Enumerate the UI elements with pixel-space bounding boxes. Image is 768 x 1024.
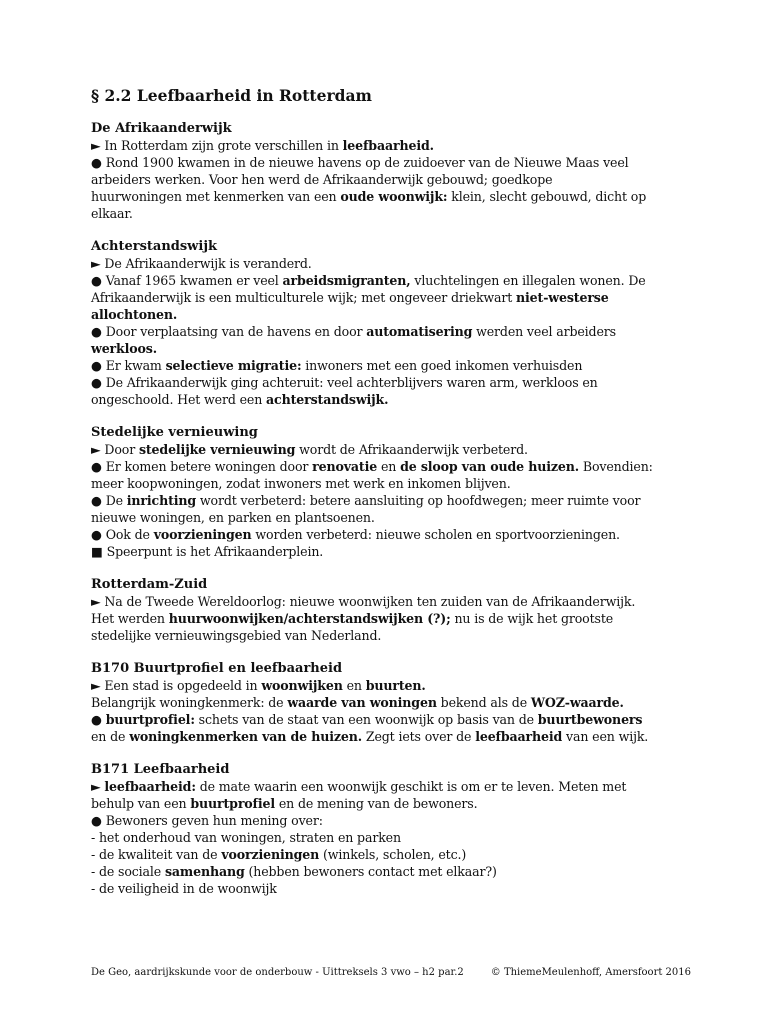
bold-term: niet-westerse [516,290,609,305]
text-segment: Zegt iets over de [362,729,476,744]
bold-term: voorzieningen [153,527,252,542]
text-segment: en de [91,729,130,744]
text-segment: meer koopwoningen, zodat inwoners met werk en inkomen blijven. [91,476,511,491]
document-page [91,86,691,913]
text-line [91,323,691,340]
section-heading: Stedelijke vernieuwing [91,425,258,440]
text-segment: arbeiders werken. Voor hen werd de Afrikaanderwijk gebouwd; goedkope [91,172,553,187]
text-segment: behulp van een [91,796,191,811]
text-line [91,289,691,306]
text-segment: inwoners met een goed inkomen verhuisden [301,358,583,373]
text-line [91,137,691,154]
bold-term: leefbaarheid: [104,779,196,794]
bold-term: renovatie [312,459,378,474]
text-line [91,543,691,560]
bold-term: de sloop van oude huizen. [400,459,579,474]
text-line [91,475,691,492]
page-title: § 2.2 Leefbaarheid in Rotterdam [91,86,372,105]
text-segment: ● De Afrikaanderwijk ging achteruit: veel achterblijvers waren arm, werkloos en [91,375,598,390]
text-segment: vluchtelingen en illegalen wonen. De [410,273,646,288]
text-line [91,812,691,829]
text-segment: Belangrijk woningkenmerk: de [91,695,288,710]
bold-term: leefbaarheid [475,729,563,744]
text-segment: nu is de wijk het grootste [450,611,614,626]
section-heading: Achterstandswijk [91,239,218,254]
footer-source: De Geo, aardrijkskunde voor de onderbouw - Uittreksels 3 vwo – h2 par.2 [91,967,464,978]
bold-term: samenhang [164,864,245,879]
text-segment: ● Ook de [91,527,154,542]
bold-term: selectieve migratie: [165,358,302,373]
bold-term: woningkenmerken van de huizen. [129,729,363,744]
text-line [91,357,691,374]
text-segment: werden veel arbeiders [472,324,616,339]
text-line [91,795,691,812]
text-segment: ongeschoold. Het werd een [91,392,267,407]
text-segment: wordt verbeterd: betere aansluiting op hoofdwegen; meer ruimte voor [196,493,641,508]
text-segment: en de mening van de bewoners. [274,796,478,811]
text-line [91,205,691,222]
text-segment: Het werden [91,611,169,626]
text-line [91,255,691,272]
text-segment: (winkels, scholen, etc.) [319,847,467,862]
text-line [91,778,691,795]
text-line [91,863,691,880]
bold-term: buurten. [365,678,426,693]
text-segment: wordt de Afrikaanderwijk verbeterd. [295,442,528,457]
section-heading: B171 Leefbaarheid [91,762,230,777]
text-line [91,677,691,694]
text-segment: ● Er kwam [91,358,166,373]
text-line [91,509,691,526]
text-line [91,526,691,543]
bold-term: arbeidsmigranten, [282,273,411,288]
section-heading: B170 Buurtprofiel en leefbaarheid [91,661,343,676]
text-line [91,728,691,745]
text-segment: de mate waarin een woonwijk geschikt is om er te leven. Meten met [195,779,627,794]
bold-term: woonwijken [261,678,343,693]
bold-term: werkloos. [91,341,157,356]
bold-term: oude woonwijk: [340,189,448,204]
text-segment: worden verbeterd: nieuwe scholen en sportvoorzieningen. [251,527,620,542]
text-segment: ● Door verplaatsing van de havens en door [91,324,367,339]
text-segment: en [342,678,366,693]
text-line [91,188,691,205]
text-segment: ● Rond 1900 kwamen in de nieuwe havens op de zuidoever van de Nieuwe Maas veel [91,155,629,170]
text-line [91,880,691,897]
text-segment: bekend als de [436,695,531,710]
text-line [91,610,691,627]
text-line [91,306,691,323]
text-segment: elkaar. [91,206,133,221]
bold-term: buurtbewoners [537,712,643,727]
text-segment: ► De Afrikaanderwijk is veranderd. [91,256,312,271]
text-line [91,441,691,458]
text-segment: ■ Speerpunt is het Afrikaanderplein. [91,544,324,559]
text-segment: ► Een stad is opgedeeld in [91,678,262,693]
bold-term: automatisering [366,324,473,339]
text-line [91,374,691,391]
text-line [91,458,691,475]
text-segment: ● Er komen betere woningen door [91,459,313,474]
text-line [91,272,691,289]
section-heading: Rotterdam-Zuid [91,577,208,592]
section [91,238,691,408]
text-segment: Bovendien: [578,459,653,474]
section-heading: De Afrikaanderwijk [91,121,232,136]
bold-term: stedelijke vernieuwing [138,442,296,457]
text-segment: (hebben bewoners contact met elkaar?) [244,864,497,879]
bold-term: waarde van woningen [287,695,437,710]
text-segment: schets van de staat van een woonwijk op basis van de [194,712,538,727]
text-segment: - de veiligheid in de woonwijk [91,881,277,896]
section [91,660,691,745]
footer-copyright: © ThiemeMeulenhoff, Amersfoort 2016 [490,967,691,978]
text-segment: - het onderhoud van woningen, straten en parken [91,830,401,845]
bold-term: buurtprofiel: [105,712,195,727]
section [91,761,691,897]
section [91,424,691,560]
text-segment: Afrikaanderwijk is een multiculturele wijk; met ongeveer driekwart [91,290,517,305]
text-segment: klein, slecht gebouwd, dicht op [447,189,647,204]
text-line [91,492,691,509]
bold-term: allochtonen. [91,307,178,322]
text-line [91,846,691,863]
sections-container [91,120,691,897]
bold-term: achterstandswijk. [266,392,389,407]
text-segment: ● De [91,493,127,508]
text-line [91,627,691,644]
text-segment: - de sociale [91,864,165,879]
text-line [91,711,691,728]
section [91,576,691,644]
text-line [91,829,691,846]
text-segment: ► In Rotterdam zijn grote verschillen in [91,138,343,153]
bold-term: huurwoonwijken/achterstandswijken (?); [168,611,451,626]
bold-term: leefbaarheid. [342,138,434,153]
text-segment: ► Door [91,442,139,457]
text-segment: ► Na de Tweede Wereldoorlog: nieuwe woonwijken ten zuiden van de Afrikaanderwijk. [91,594,636,609]
text-segment: ● Vanaf 1965 kwamen er veel [91,273,283,288]
text-segment: ► [91,779,105,794]
text-line [91,694,691,711]
text-segment: en [377,459,401,474]
text-line [91,593,691,610]
section [91,120,691,222]
page-footer [91,966,691,980]
bold-term: inrichting [126,493,197,508]
text-segment: stedelijke vernieuwingsgebied van Nederland. [91,628,382,643]
text-segment: huurwoningen met kenmerken van een [91,189,341,204]
bold-term: WOZ-waarde. [530,695,624,710]
text-line [91,391,691,408]
text-line [91,154,691,171]
text-segment: ● Bewoners geven hun mening over: [91,813,323,828]
text-segment: ● [91,712,106,727]
text-segment: - de kwaliteit van de [91,847,222,862]
text-line [91,340,691,357]
text-segment: nieuwe woningen, en parken en plantsoenen. [91,510,375,525]
text-line [91,171,691,188]
text-segment: van een wijk. [562,729,649,744]
bold-term: voorzieningen [221,847,320,862]
bold-term: buurtprofiel [190,796,275,811]
